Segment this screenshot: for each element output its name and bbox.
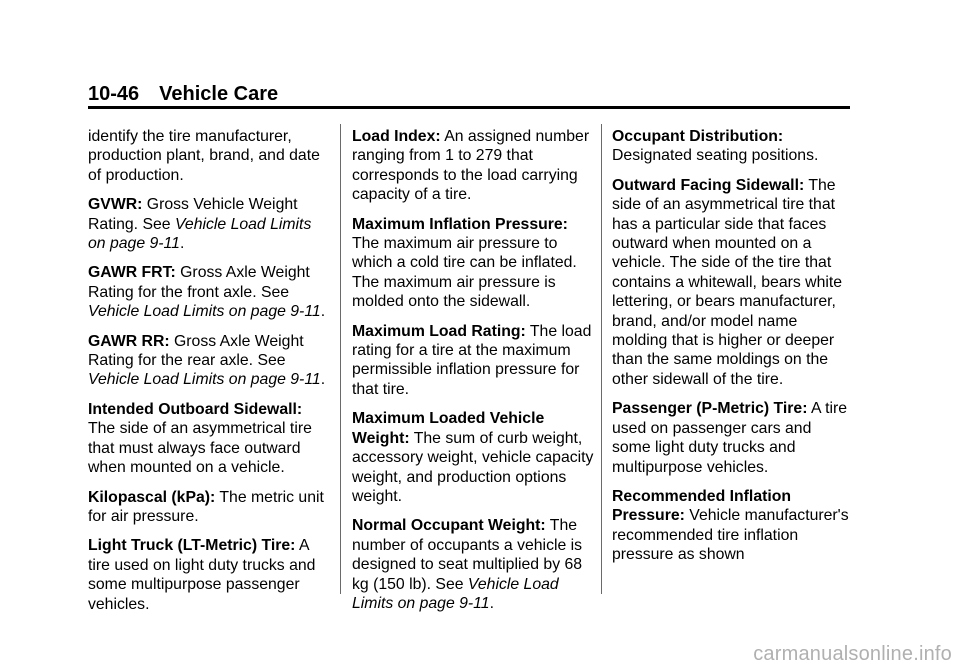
column-3 xyxy=(612,127,854,575)
cross-reference-link[interactable]: Vehicle Load Limits on page 9-11 xyxy=(88,215,312,253)
cross-reference-link[interactable]: Vehicle Load Limits on page 9-11 xyxy=(88,303,321,321)
glossary-entry-occupant-distribution: Occupant Distribution: Designated seating positions. xyxy=(612,128,819,165)
glossary-entry-recommended-inflation-pressure: Recommended Inflation Pressure: Vehicle manufacturer's recommended tire inflation pressure as shown xyxy=(612,487,849,564)
glossary-entry: identify the tire manufacturer, production plant, brand, and date of production. xyxy=(88,128,320,184)
watermark-text: carmanualsonline.info xyxy=(753,643,952,665)
header-rule xyxy=(88,106,850,109)
glossary-entry-gvwr: GVWR: Gross Vehicle Weight Rating. See Vehicle Load Limits on page 9-11. xyxy=(88,196,312,253)
column-2 xyxy=(352,127,594,623)
glossary-entry-gawr-frt: GAWR FRT: Gross Axle Weight Rating for the front axle. See Vehicle Load Limits on page 9-11. xyxy=(88,264,326,321)
cross-reference-link[interactable]: Vehicle Load Limits on page 9-11 xyxy=(88,371,321,389)
cross-reference-link[interactable]: Vehicle Load Limits on page 9-11 xyxy=(352,575,559,612)
glossary-entry-max-loaded-vehicle-weight: Maximum Loaded Vehicle Weight: The sum of curb weight, accessory weight, vehicle capacity weight, and production options weight. xyxy=(352,410,594,505)
column-divider xyxy=(340,124,341,594)
glossary-entry-load-index: Load Index: An assigned number ranging from 1 to 279 that corresponds to the load carrying capacity of a tire. xyxy=(352,128,590,204)
glossary-entry-normal-occupant-weight: Normal Occupant Weight: The number of occupants a vehicle is designed to seat multiplied by 68 kg (150 lb). See Vehicle Load Limits on page 9-11. xyxy=(352,517,583,612)
column-divider xyxy=(601,124,602,594)
glossary-entry-passenger-tire: Passenger (P-Metric) Tire: A tire used on passenger cars and some light duty trucks and multipurpose vehicles. xyxy=(612,400,848,476)
glossary-entry-gawr-rr: GAWR RR: Gross Axle Weight Rating for the rear axle. See Vehicle Load Limits on page 9-11. xyxy=(88,332,326,389)
page-number: 10-46 xyxy=(88,83,140,105)
glossary-entry-max-inflation-pressure: Maximum Inflation Pressure: The maximum air pressure to which a cold tire can be inflated. The maximum air pressure is molded onto the sidewall. xyxy=(352,215,577,311)
glossary-entry-intended-outboard-sidewall: Intended Outboard Sidewall: The side of an asymmetrical tire that must always face outward when mounted on a vehicle. xyxy=(88,400,312,477)
page-header xyxy=(88,82,278,106)
section-title: Vehicle Care xyxy=(159,83,279,105)
glossary-entry-light-truck-tire: Light Truck (LT-Metric) Tire: A tire used on light duty trucks and some multipurpose passenger vehicles. xyxy=(88,537,316,613)
column-1 xyxy=(88,127,330,624)
glossary-entry-max-load-rating: Maximum Load Rating: The load rating for a tire at the maximum permissible inflation pressure for that tire. xyxy=(352,322,592,398)
glossary-entry-outward-facing-sidewall: Outward Facing Sidewall: The side of an asymmetrical tire that has a particular side that faces outward when mounted on a vehicle. The side of the tire that contains a whitewall, bears white lettering, or bears manufacturer, brand, and/or model name molding that is higher or deeper than the same moldings on the other sidewall of the tire. xyxy=(612,176,843,388)
glossary-entry-kilopascal: Kilopascal (kPa): The metric unit for air pressure. xyxy=(88,488,324,525)
